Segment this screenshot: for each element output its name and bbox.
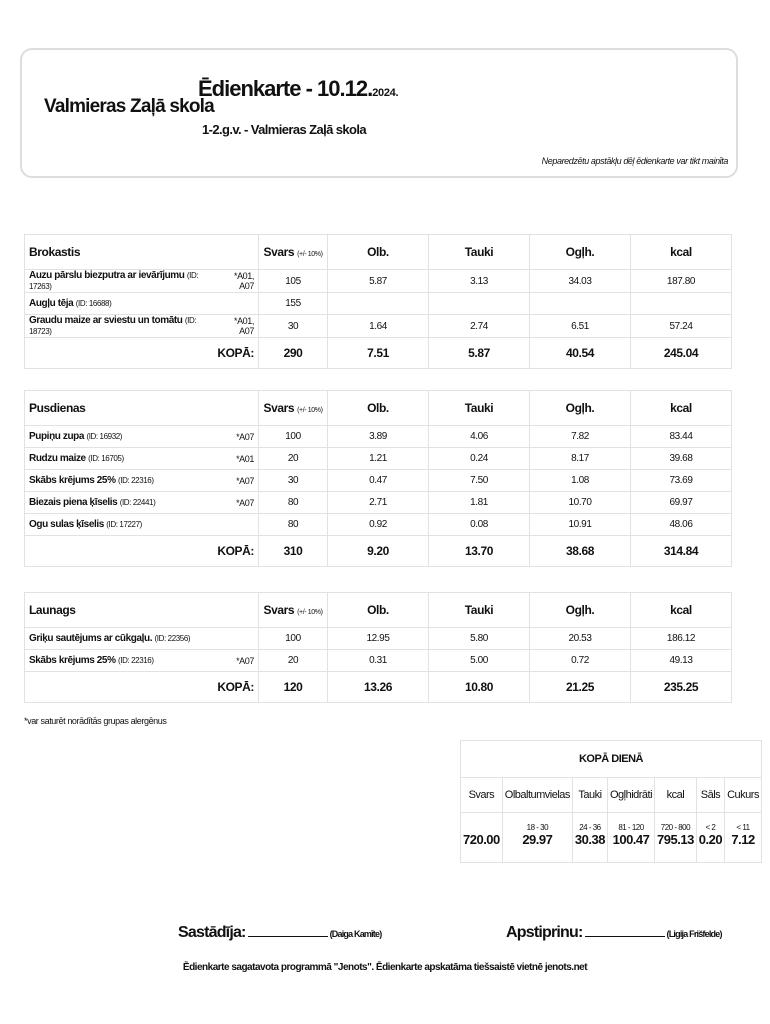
item-fat: 3.13 — [429, 270, 530, 293]
meal-total-row — [25, 338, 732, 369]
day-total-ranges-cell: < 11 — [725, 813, 762, 833]
menu-title-date: Ēdienkarte - 10.12. — [198, 76, 373, 101]
item-carbs: 1.08 — [530, 470, 631, 492]
item-fat: 5.80 — [429, 628, 530, 650]
meal-item-row — [25, 514, 732, 536]
total-protein: 13.26 — [328, 672, 429, 703]
col-weight: Svars (+/- 10%) — [259, 235, 328, 270]
meal-total-row — [25, 536, 732, 567]
meal-header-row — [25, 235, 732, 270]
footer-note: Ēdienkarte sagatavota programmā "Jenots". Ēdienkarte apskatāma tiešsaistē vietnē jenots.net — [182, 962, 588, 973]
total-kcal: 314.84 — [631, 536, 732, 567]
item-allergens: *A07 — [214, 426, 259, 448]
day-total-vals-cell: 29.97 — [502, 832, 572, 863]
item-fat — [429, 293, 530, 315]
item-fat: 1.81 — [429, 492, 530, 514]
total-weight: 310 — [259, 536, 328, 567]
item-kcal: 69.97 — [631, 492, 732, 514]
item-carbs — [530, 293, 631, 315]
col-kcal: kcal — [631, 235, 732, 270]
meal-item-row — [25, 270, 732, 293]
item-name: Augļu tēja (ID: 16688) — [25, 293, 215, 315]
item-carbs: 10.91 — [530, 514, 631, 536]
meal-name: Brokastis — [25, 235, 259, 270]
item-name: Ogu sulas ķīselis (ID: 17227) — [25, 514, 215, 536]
col-kcal: kcal — [631, 593, 732, 628]
day-total-ranges-cell: 720 - 800 — [655, 813, 697, 833]
compiled-by: (Daiga Kamīte) — [329, 929, 382, 939]
total-fat: 5.87 — [429, 338, 530, 369]
item-name: Biezais piena ķīselis (ID: 22441) — [25, 492, 215, 514]
item-allergens — [214, 293, 259, 315]
col-carbs: Ogļh. — [530, 235, 631, 270]
item-fat: 7.50 — [429, 470, 530, 492]
item-allergens: *A07 — [214, 492, 259, 514]
item-name: Auzu pārslu biezputra ar ievārījumu (ID: 17263) — [25, 270, 215, 293]
col-protein: Olb. — [328, 391, 429, 426]
item-protein: 0.92 — [328, 514, 429, 536]
col-fat: Tauki — [429, 235, 530, 270]
day-total-cols-cell: kcal — [655, 778, 697, 813]
item-name: Graudu maize ar sviestu un tomātu (ID: 18723) — [25, 315, 215, 338]
day-total-cols-cell: Tauki — [572, 778, 607, 813]
col-weight: Svars (+/- 10%) — [259, 593, 328, 628]
item-weight: 155 — [259, 293, 328, 315]
item-protein: 1.21 — [328, 448, 429, 470]
item-weight: 80 — [259, 514, 328, 536]
day-total-title: KOPĀ DIENĀ — [461, 741, 762, 778]
signature-line — [248, 936, 328, 937]
item-allergens — [214, 514, 259, 536]
item-name: Pupiņu zupa (ID: 16932) — [25, 426, 215, 448]
total-fat: 13.70 — [429, 536, 530, 567]
meal-name: Launags — [25, 593, 259, 628]
item-allergens: *A01, A07 — [214, 270, 259, 293]
item-name: Skābs krējums 25% (ID: 22316) — [25, 650, 215, 672]
day-total-table — [460, 740, 762, 863]
item-weight: 105 — [259, 270, 328, 293]
total-label: KOPĀ: — [25, 536, 259, 567]
header-box — [20, 48, 738, 178]
meal-item-row — [25, 315, 732, 338]
day-total-vals-cell: 795.13 — [655, 832, 697, 863]
item-allergens — [214, 628, 259, 650]
item-protein: 5.87 — [328, 270, 429, 293]
day-total-vals-cell: 720.00 — [461, 832, 503, 863]
total-kcal: 245.04 — [631, 338, 732, 369]
meal-name: Pusdienas — [25, 391, 259, 426]
meal-item-row — [25, 293, 732, 315]
total-protein: 9.20 — [328, 536, 429, 567]
item-kcal: 83.44 — [631, 426, 732, 448]
item-protein: 1.64 — [328, 315, 429, 338]
item-fat: 0.24 — [429, 448, 530, 470]
item-kcal: 73.69 — [631, 470, 732, 492]
approved-by: (Ligija Frišfelde) — [666, 929, 722, 939]
item-name: Griķu sautējums ar cūkgaļu. (ID: 22356) — [25, 628, 215, 650]
day-total-vals-cell: 30.38 — [572, 832, 607, 863]
day-total-cols-cell: Svars — [461, 778, 503, 813]
item-allergens: *A01 — [214, 448, 259, 470]
item-carbs: 0.72 — [530, 650, 631, 672]
day-total-vals-cell: 100.47 — [607, 832, 654, 863]
item-carbs: 6.51 — [530, 315, 631, 338]
item-fat: 0.08 — [429, 514, 530, 536]
item-protein: 2.71 — [328, 492, 429, 514]
col-protein: Olb. — [328, 593, 429, 628]
day-total-ranges-cell: 18 - 30 — [502, 813, 572, 833]
total-carbs: 40.54 — [530, 338, 631, 369]
item-fat: 5.00 — [429, 650, 530, 672]
meal-header-row — [25, 391, 732, 426]
total-weight: 120 — [259, 672, 328, 703]
day-total-vals-cell: 7.12 — [725, 832, 762, 863]
item-weight: 80 — [259, 492, 328, 514]
total-fat: 10.80 — [429, 672, 530, 703]
item-kcal: 57.24 — [631, 315, 732, 338]
col-carbs: Ogļh. — [530, 593, 631, 628]
day-total-cols-cell: Sāls — [696, 778, 724, 813]
total-protein: 7.51 — [328, 338, 429, 369]
total-weight: 290 — [259, 338, 328, 369]
meal-item-row — [25, 650, 732, 672]
item-name: Rudzu maize (ID: 16705) — [25, 448, 215, 470]
col-protein: Olb. — [328, 235, 429, 270]
compiled-signature — [178, 924, 381, 942]
item-weight: 100 — [259, 628, 328, 650]
item-carbs: 20.53 — [530, 628, 631, 650]
meal-header-row — [25, 593, 732, 628]
item-kcal: 187.80 — [631, 270, 732, 293]
change-notice: Neparedzētu apstākļu dēļ ēdienkarte var tikt mainīta — [541, 156, 728, 166]
item-protein: 12.95 — [328, 628, 429, 650]
meal-item-row — [25, 628, 732, 650]
item-kcal: 39.68 — [631, 448, 732, 470]
total-kcal: 235.25 — [631, 672, 732, 703]
day-total-ranges-cell — [461, 813, 503, 833]
item-protein — [328, 293, 429, 315]
day-total-cols-cell: Cukurs — [725, 778, 762, 813]
col-kcal: kcal — [631, 391, 732, 426]
item-carbs: 7.82 — [530, 426, 631, 448]
compiled-label: Sastādīja: — [178, 924, 246, 941]
item-weight: 30 — [259, 470, 328, 492]
item-protein: 0.47 — [328, 470, 429, 492]
signature-line — [585, 936, 665, 937]
total-label: KOPĀ: — [25, 672, 259, 703]
menu-title — [198, 76, 398, 102]
col-fat: Tauki — [429, 593, 530, 628]
item-kcal: 48.06 — [631, 514, 732, 536]
meal-item-row — [25, 426, 732, 448]
menu-title-year: 2024. — [372, 87, 399, 99]
total-carbs: 38.68 — [530, 536, 631, 567]
school-name: Valmieras Zaļā skola — [44, 96, 214, 117]
item-weight: 20 — [259, 448, 328, 470]
col-fat: Tauki — [429, 391, 530, 426]
item-protein: 3.89 — [328, 426, 429, 448]
approved-signature — [506, 924, 722, 942]
day-total-ranges-cell: < 2 — [696, 813, 724, 833]
meal-table-brokastis — [24, 234, 732, 369]
item-weight: 100 — [259, 426, 328, 448]
item-name: Skābs krējums 25% (ID: 22316) — [25, 470, 215, 492]
approved-label: Apstiprinu: — [506, 924, 583, 941]
meal-table-pusdienas — [24, 390, 732, 567]
total-label: KOPĀ: — [25, 338, 259, 369]
col-weight: Svars (+/- 10%) — [259, 391, 328, 426]
day-total-ranges-cell: 24 - 36 — [572, 813, 607, 833]
allergen-note: *var saturēt norādītās grupas alergēnus — [24, 716, 167, 726]
day-total-ranges-cell: 81 - 120 — [607, 813, 654, 833]
item-carbs: 10.70 — [530, 492, 631, 514]
item-weight: 20 — [259, 650, 328, 672]
col-carbs: Ogļh. — [530, 391, 631, 426]
total-carbs: 21.25 — [530, 672, 631, 703]
item-allergens: *A07 — [214, 650, 259, 672]
item-carbs: 8.17 — [530, 448, 631, 470]
day-total-cols-cell: Olbaltumvielas — [502, 778, 572, 813]
meal-item-row — [25, 448, 732, 470]
meal-item-row — [25, 470, 732, 492]
meal-item-row — [25, 492, 732, 514]
item-carbs: 34.03 — [530, 270, 631, 293]
item-kcal: 49.13 — [631, 650, 732, 672]
item-kcal — [631, 293, 732, 315]
item-fat: 4.06 — [429, 426, 530, 448]
meal-total-row — [25, 672, 732, 703]
item-allergens: *A01, A07 — [214, 315, 259, 338]
menu-subtitle: 1-2.g.v. - Valmieras Zaļā skola — [202, 122, 366, 137]
day-total-cols-cell: Ogļhidrāti — [607, 778, 654, 813]
item-kcal: 186.12 — [631, 628, 732, 650]
meal-table-launags — [24, 592, 732, 703]
item-weight: 30 — [259, 315, 328, 338]
day-total-vals-cell: 0.20 — [696, 832, 724, 863]
item-protein: 0.31 — [328, 650, 429, 672]
item-allergens: *A07 — [214, 470, 259, 492]
item-fat: 2.74 — [429, 315, 530, 338]
